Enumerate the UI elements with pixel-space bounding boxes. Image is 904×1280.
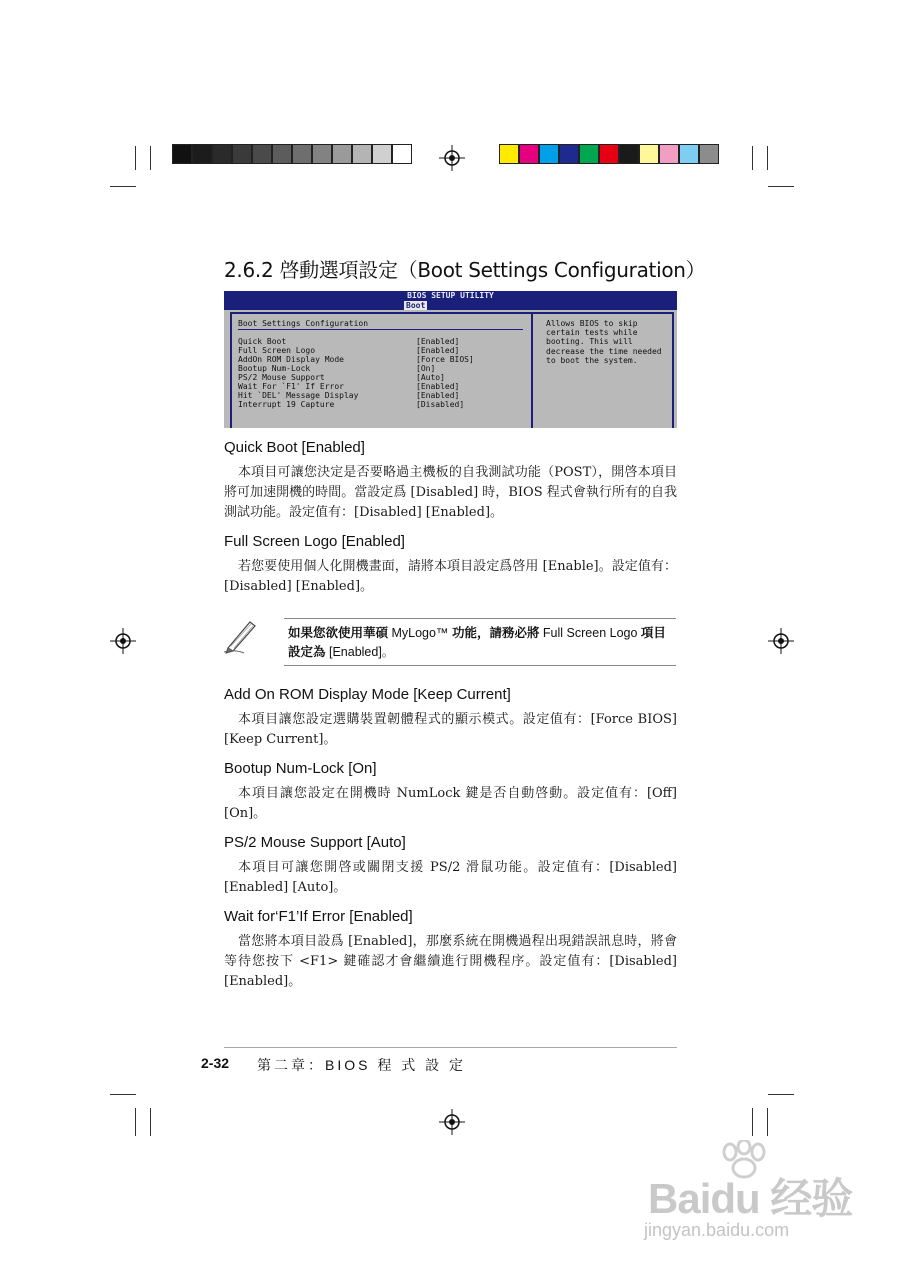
bios-row: [238, 355, 528, 364]
color-swatch: [172, 144, 192, 164]
color-swatch: [212, 144, 232, 164]
color-swatch: [539, 144, 559, 164]
bios-row-value: [Auto]: [416, 373, 445, 382]
color-swatch: [312, 144, 332, 164]
bios-row-value: [Force BIOS]: [416, 355, 474, 364]
footer-rule: [224, 1047, 677, 1048]
color-swatch: [352, 144, 372, 164]
note-item: Full Screen Logo: [539, 626, 641, 640]
bios-row-label: Full Screen Logo: [238, 346, 316, 355]
color-swatch: [519, 144, 539, 164]
crop-mark: [110, 1094, 136, 1095]
pen-icon: [222, 616, 260, 654]
bios-screenshot: [224, 291, 677, 428]
item-heading-ps2-mouse: PS/2 Mouse Support [Auto]: [224, 834, 406, 851]
bios-row: [238, 373, 528, 382]
note-rule: [284, 665, 676, 666]
color-swatch: [699, 144, 719, 164]
color-swatch: [499, 144, 519, 164]
crop-mark: [150, 1108, 151, 1136]
color-swatch: [392, 144, 412, 164]
bios-section-title: Boot Settings Configuration: [238, 319, 369, 328]
bios-row-value: [Enabled]: [416, 391, 460, 400]
crop-mark: [768, 186, 794, 187]
color-swatch: [659, 144, 679, 164]
item-body-ps2-mouse: 本項目可讓您開啓或關閉支援 PS/2 滑鼠功能。設定值有：[Disabled] [Enabled] [Auto]。: [224, 860, 677, 895]
color-swatch: [272, 144, 292, 164]
bios-row-label: AddOn ROM Display Mode: [238, 355, 344, 364]
item-body-num-lock: 本項目讓您設定在開機時 NumLock 鍵是否自動啓動。設定值有：[Off] [On]。: [224, 786, 677, 821]
bios-row-label: PS/2 Mouse Support: [238, 373, 325, 382]
registration-mark-icon: [439, 1109, 465, 1135]
bios-row-label: Quick Boot: [238, 337, 287, 346]
bios-help-text: Allows BIOS to skip certain tests while booting. This will decrease the time needed to boot the system.: [546, 319, 662, 365]
page-number: 2-32: [201, 1055, 230, 1071]
registration-mark-icon: [110, 628, 136, 654]
item-heading-quick-boot: Quick Boot [Enabled]: [224, 439, 365, 456]
bios-row-label: Hit `DEL' Message Display: [238, 391, 359, 400]
crop-mark: [768, 1094, 794, 1095]
bios-row: [238, 382, 528, 391]
bios-row-label: Interrupt 19 Capture: [238, 400, 335, 409]
item-heading-num-lock: Bootup Num-Lock [On]: [224, 760, 377, 777]
bios-frame: [230, 312, 674, 314]
bios-section-rule: [238, 329, 523, 330]
registration-mark-icon: [768, 628, 794, 654]
note-bold: 項目設定為: [288, 626, 666, 659]
bios-tab-boot: Boot: [406, 301, 426, 310]
item-body-addon-rom: 本項目讓您設定選購裝置韌體程式的顯示模式。設定值有：[Force BIOS] [Keep Current]。: [224, 712, 677, 747]
bios-row: [238, 337, 528, 346]
color-swatch: [372, 144, 392, 164]
bios-row-value: [Enabled]: [416, 337, 460, 346]
note-bold: 功能，請務必將: [451, 626, 540, 640]
note-text: [288, 624, 678, 662]
crop-mark: [135, 146, 136, 170]
bios-row-value: [Enabled]: [416, 382, 460, 391]
bios-divider: [531, 312, 533, 428]
item-heading-addon-rom: Add On ROM Display Mode [Keep Current]: [224, 686, 511, 703]
chapter-title: 第二章：BIOS 程 式 設 定: [257, 1057, 467, 1073]
item-heading-full-screen-logo: Full Screen Logo [Enabled]: [224, 533, 405, 550]
watermark-url: jingyan.baidu.com: [644, 1220, 790, 1240]
bios-row-label: Bootup Num-Lock: [238, 364, 311, 373]
crop-mark: [767, 1108, 768, 1136]
crop-mark: [752, 146, 753, 170]
bios-row: [238, 364, 528, 373]
item-body-quick-boot: 本項目可讓您決定是否要略過主機板的自我測試功能（POST），開啓本項目將可加速開機的時間。當設定爲 [Disabled] 時，BIOS 程式會執行所有的自我測試功能。設定值有：[Disabled] [Enabled]。: [224, 465, 677, 520]
color-swatch: [639, 144, 659, 164]
watermark-logo: Baidu 经验: [648, 1175, 853, 1222]
crop-mark: [110, 186, 136, 187]
section-title: 2.6.2 啓動選項設定（Boot Settings Configuration）: [224, 258, 706, 282]
color-swatch: [252, 144, 272, 164]
note-end: [Enabled]。: [325, 645, 395, 659]
bios-row-label: Wait For `F1' If Error: [238, 382, 344, 391]
color-swatch: [332, 144, 352, 164]
color-swatch: [559, 144, 579, 164]
bios-row-value: [Enabled]: [416, 346, 460, 355]
bios-row: [238, 400, 528, 409]
color-swatch: [599, 144, 619, 164]
note-rule: [284, 618, 676, 619]
note-brand: MyLogo™: [388, 626, 452, 640]
color-swatch: [579, 144, 599, 164]
bios-title: BIOS SETUP UTILITY: [407, 291, 494, 300]
color-swatch: [232, 144, 252, 164]
color-swatch: [619, 144, 639, 164]
gray-swatch-bar: [172, 144, 412, 164]
crop-mark: [767, 146, 768, 170]
crop-mark: [150, 146, 151, 170]
color-swatch: [679, 144, 699, 164]
note-bold: 如果您欲使用華碩: [288, 626, 389, 640]
color-swatch: [292, 144, 312, 164]
color-swatch-bar: [499, 144, 719, 164]
color-swatch: [192, 144, 212, 164]
item-heading-wait-f1: Wait for‘F1’If Error [Enabled]: [224, 908, 413, 925]
bios-row-value: [Disabled]: [416, 400, 465, 409]
item-body-full-screen-logo: 若您要使用個人化開機畫面，請將本項目設定爲啓用 [Enable]。設定值有：[Disabled] [Enabled]。: [224, 559, 677, 594]
registration-mark-icon: [439, 145, 465, 171]
bios-row-value: [On]: [416, 364, 436, 373]
bios-row: [238, 391, 528, 400]
bios-row: [238, 346, 528, 355]
item-body-wait-f1: 當您將本項目設爲 [Enabled]，那麼系統在開機過程出現錯誤訊息時，將會等待您按下 <F1> 鍵確認才會繼續進行開機程序。設定值有：[Disabled] [Enabled]。: [224, 934, 677, 989]
crop-mark: [752, 1108, 753, 1136]
crop-mark: [135, 1108, 136, 1136]
bios-frame: [230, 312, 232, 428]
bios-frame: [672, 312, 674, 428]
